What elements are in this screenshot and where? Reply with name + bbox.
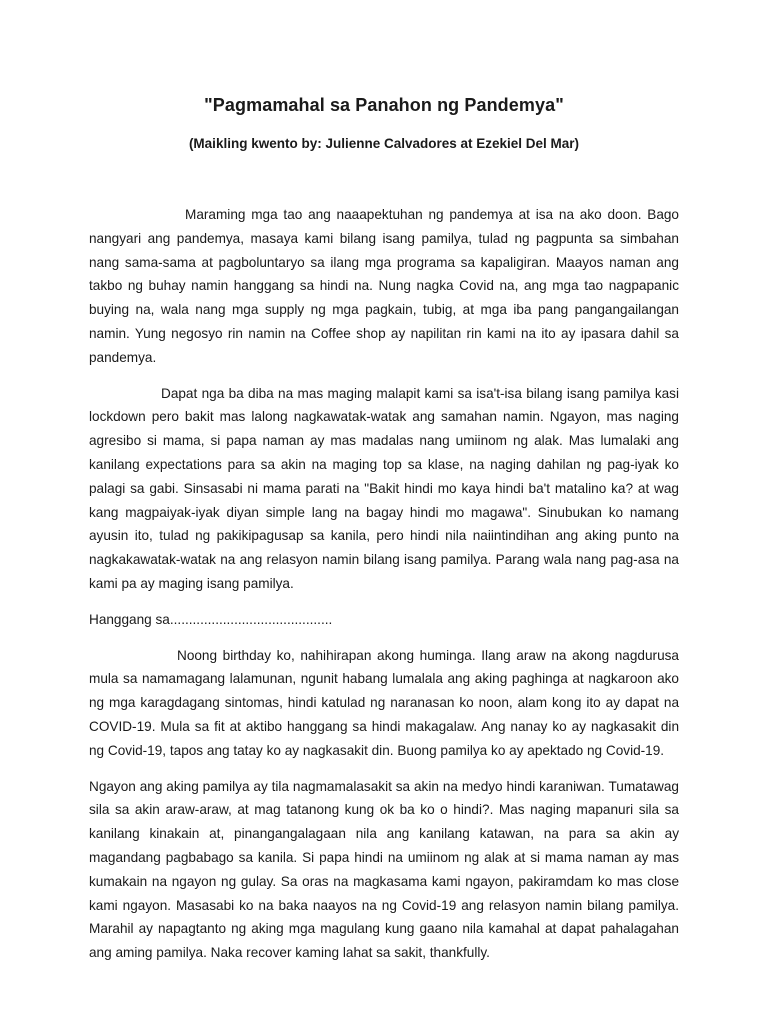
paragraph-4: Noong birthday ko, nahihirapan akong huminga. Ilang araw na akong nagdurusa mula sa namamagang lalamunan, ngunit habang lumalala ang aking paghinga at nagkaroon ako ng mga karagdagang sintomas, hindi katulad ng naranasan ko noon, alam kong ito ay dapat na COVID-19. Mula sa fit at aktibo hanggang sa hindi makagalaw. Ang nanay ko ay nagkasakit din ng Covid-19, tapos ang tatay ko ay nagkasakit din. Buong pamilya ko ay apektado ng Covid-19. [89,647,679,758]
paragraph-1: Maraming mga tao ang naaapektuhan ng pandemya at isa na ako doon. Bago nangyari ang pandemya, masaya kami bilang isang pamilya, tulad ng pagpunta sa simbahan nang sama-sama at pagboluntaryo sa ilang mga programa sa kapaligiran. Maayos naman ang takbo ng buhay namin hanggang sa hindi na. Nung nagka Covid na, ang mga tao nagpapanic buying na, wala nang mga supply ng mga pagkain, tubig, at mga iba pang pangangailangan namin. Yung negosyo rin namin na Coffee shop ay napilitan rin kami na ito ay ipasara dahil sa pandemya. [89,207,679,365]
paragraph-3: Hanggang sa........................................... [89,611,333,627]
paragraph-5: Ngayon ang aking pamilya ay tila nagmamalasakit sa akin na medyo hindi karaniwan. Tumatawag sila sa akin araw-araw, at mag tatanong kung ok ba ko o hindi?. Mas naging mapanuri sila sa kanilang kinakain at, pinangangalagaan nila ang kanilang katawan, na para sa akin ay magandang pagbabago sa kanila. Si papa hindi na umiinom ng alak at si mama naman ay mas kumakain na ngayon ng gulay. Sa oras na magkasama kami ngayon, pakiramdam ko mas close kami ngayon. Masasabi ko na baka naayos na ng Covid-19 ang relasyon namin bilang pamilya. Marahil ay napagtanto ng aking mga magulang kung gaano nila kamahal at dapat pahalagahan ang aming pamilya. Naka recover kaming lahat sa sakit, thankfully. [89,778,679,961]
document-title: "Pagmamahal sa Panahon ng Pandemya" [204,95,564,115]
document-body [89,203,679,977]
document-subtitle: (Maikling kwento by: Julienne Calvadores at Ezekiel Del Mar) [188,136,580,151]
paragraph-2: Dapat nga ba diba na mas maging malapit kami sa isa't-isa bilang isang pamilya kasi lockdown pero bakit mas lalong nagkawatak-watak ang samahan namin. Ngayon, mas naging agresibo si mama, si papa naman ay mas madalas nang umiinom ng alak. Mas lumalaki ang kanilang expectations para sa akin na maging top sa klase, na naging dahilan ng pag-iyak ko palagi sa gabi. Sinsasabi ni mama parati na "Bakit hindi mo kaya hindi ba't matalino ka? at wag kang magpaiyak-iyak diyan simple lang na bagay hindi mo magawa". Sinubukan ko namang ayusin ito, tulad ng pakikipagusap sa kanila, pero hindi nila naiintindihan ang aking punto na nagkakawatak-watak na ang relasyon namin bilang isang pamilya. Parang wala nang pag-asa na kami pa ay maging isang pamilya. [89,385,679,591]
